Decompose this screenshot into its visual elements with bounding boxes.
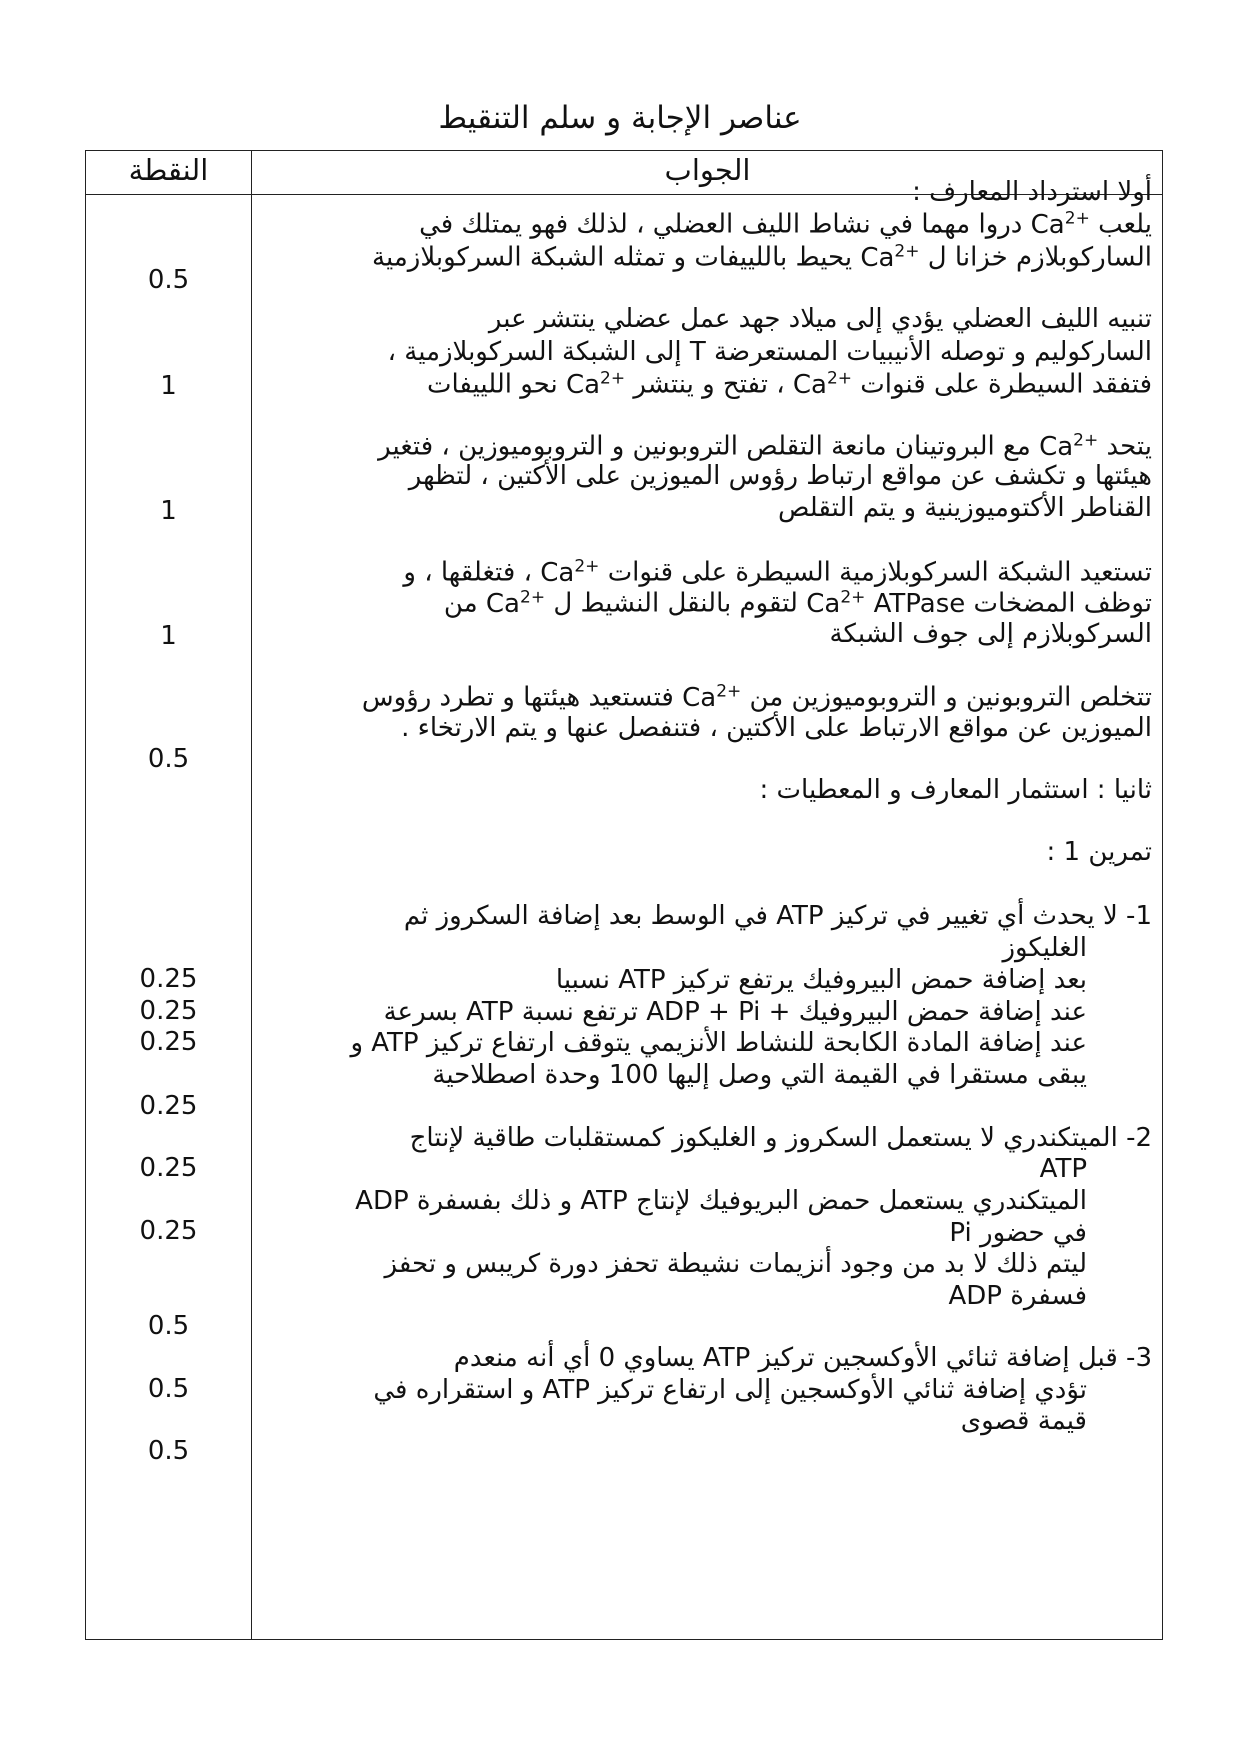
score: 1	[160, 621, 177, 651]
answer-line: تستعيد الشبكة السركوبلازمية السيطرة على قنوات $Ca^{2+}$ ، فتغلقها ، و	[403, 556, 1152, 588]
answer-line: فسفرة ADP	[948, 1281, 1087, 1311]
answer-line: الميوزين عن مواقع الارتباط على الأكتين ، فتنفصل عنها و يتم الارتخاء .	[401, 713, 1152, 743]
score: 0.5	[147, 1374, 190, 1404]
score: 1	[160, 371, 177, 401]
section-heading: ثانيا : استثمار المعارف و المعطيات :	[759, 775, 1152, 805]
answer-line: الغليكوز	[1002, 933, 1087, 963]
answer-line: السركوبلازم إلى جوف الشبكة	[829, 619, 1152, 649]
answer-line: الساركوليم و توصله الأنيبيات المستعرضة T إلى الشبكة السركوبلازمية ،	[387, 337, 1152, 367]
page-title: عناصر الإجابة و سلم التنقيط	[438, 100, 802, 136]
answer-line: ATP	[1039, 1154, 1087, 1184]
answer-line: ليتم ذلك لا بد من وجود أنزيمات نشيطة تحفز دورة كريبس و تحفز	[384, 1249, 1087, 1279]
score: 0.5	[147, 1436, 190, 1466]
answer-line: عند إضافة حمض البيروفيك + ADP + Pi ترتفع نسبة ATP بسرعة	[383, 997, 1087, 1027]
exercise-heading: تمرين 1 :	[1046, 837, 1152, 867]
answer-line: الساركوبلازم خزانا ل $Ca^{2+}$ يحيط باللييفات و تمثله الشبكة السركوبلازمية	[372, 241, 1152, 273]
answer-line: تؤدي إضافة ثنائي الأوكسجين إلى ارتفاع تركيز ATP و استقراره في	[373, 1375, 1087, 1405]
answer-line: يلعب $Ca^{2+}$ دروا مهما في نشاط الليف العضلي ، لذلك فهو يمتلك في	[419, 208, 1152, 240]
score: 0.25	[139, 964, 198, 994]
answer-line: هيئتها و تكشف عن مواقع ارتباط رؤوس الميوزين على الأكتين ، لتظهر	[408, 461, 1152, 491]
answer-line: تتخلص التروبونين و التروبوميوزين من $Ca^{2+}$ فتستعيد هيئتها و تطرد رؤوس	[361, 681, 1152, 713]
answer-column-header: الجواب	[664, 153, 751, 187]
answer-line: توظف المضخات $Ca^{2+}$ ATPase لتقوم بالنقل النشيط ل $Ca^{2+}$ من	[443, 587, 1152, 619]
score: 0.25	[139, 996, 198, 1026]
answer-line: الميتكندري يستعمل حمض البريوفيك لإنتاج ATP و ذلك بفسفرة ADP	[355, 1186, 1087, 1216]
score: 0.5	[147, 1311, 190, 1341]
answer-line: تنبيه الليف العضلي يؤدي إلى ميلاد جهد عمل عضلي ينتشر عبر	[488, 304, 1152, 334]
score: 0.25	[139, 1027, 198, 1057]
grading-table	[85, 150, 1163, 1640]
score: 0.5	[147, 265, 190, 295]
answer-line: بعد إضافة حمض البيروفيك يرتفع تركيز ATP نسبيا	[555, 965, 1087, 995]
score: 0.25	[139, 1216, 198, 1246]
answer-line: يبقى مستقرا في القيمة التي وصل إليها 100 وحدة اصطلاحية	[432, 1060, 1087, 1090]
answer-line: قيمة قصوى	[960, 1406, 1087, 1436]
score: 0.5	[147, 744, 190, 774]
answer-line: 2- الميتكندري لا يستعمل السكروز و الغليكوز كمستقلبات طاقية لإنتاج	[409, 1123, 1152, 1153]
answer-line: القناطر الأكتوميوزينية و يتم التقلص	[777, 493, 1152, 523]
score: 0.25	[139, 1153, 198, 1183]
points-column-header: النقطة	[128, 153, 209, 187]
column-divider	[251, 151, 252, 1639]
answer-line: في حضور Pi	[949, 1218, 1087, 1248]
section-heading: أولا استرداد المعارف :	[912, 177, 1152, 207]
answer-line: 3- قبل إضافة ثنائي الأوكسجين تركيز ATP يساوي 0 أي أنه منعدم	[453, 1343, 1152, 1373]
score: 1	[160, 496, 177, 526]
answer-line: يتحد $Ca^{2+}$ مع البروتينان مانعة التقلص التروبونين و التروبوميوزين ، فتغير	[378, 430, 1152, 462]
answer-line: فتفقد السيطرة على قنوات $Ca^{2+}$ ، تفتح و ينتشر $Ca^{2+}$ نحو اللييفات	[426, 368, 1152, 400]
score: 0.25	[139, 1091, 198, 1121]
answer-line: عند إضافة المادة الكابحة للنشاط الأنزيمي يتوقف ارتفاع تركيز ATP و	[350, 1028, 1087, 1058]
answer-line: 1- لا يحدث أي تغيير في تركيز ATP في الوسط بعد إضافة السكروز ثم	[403, 901, 1152, 931]
